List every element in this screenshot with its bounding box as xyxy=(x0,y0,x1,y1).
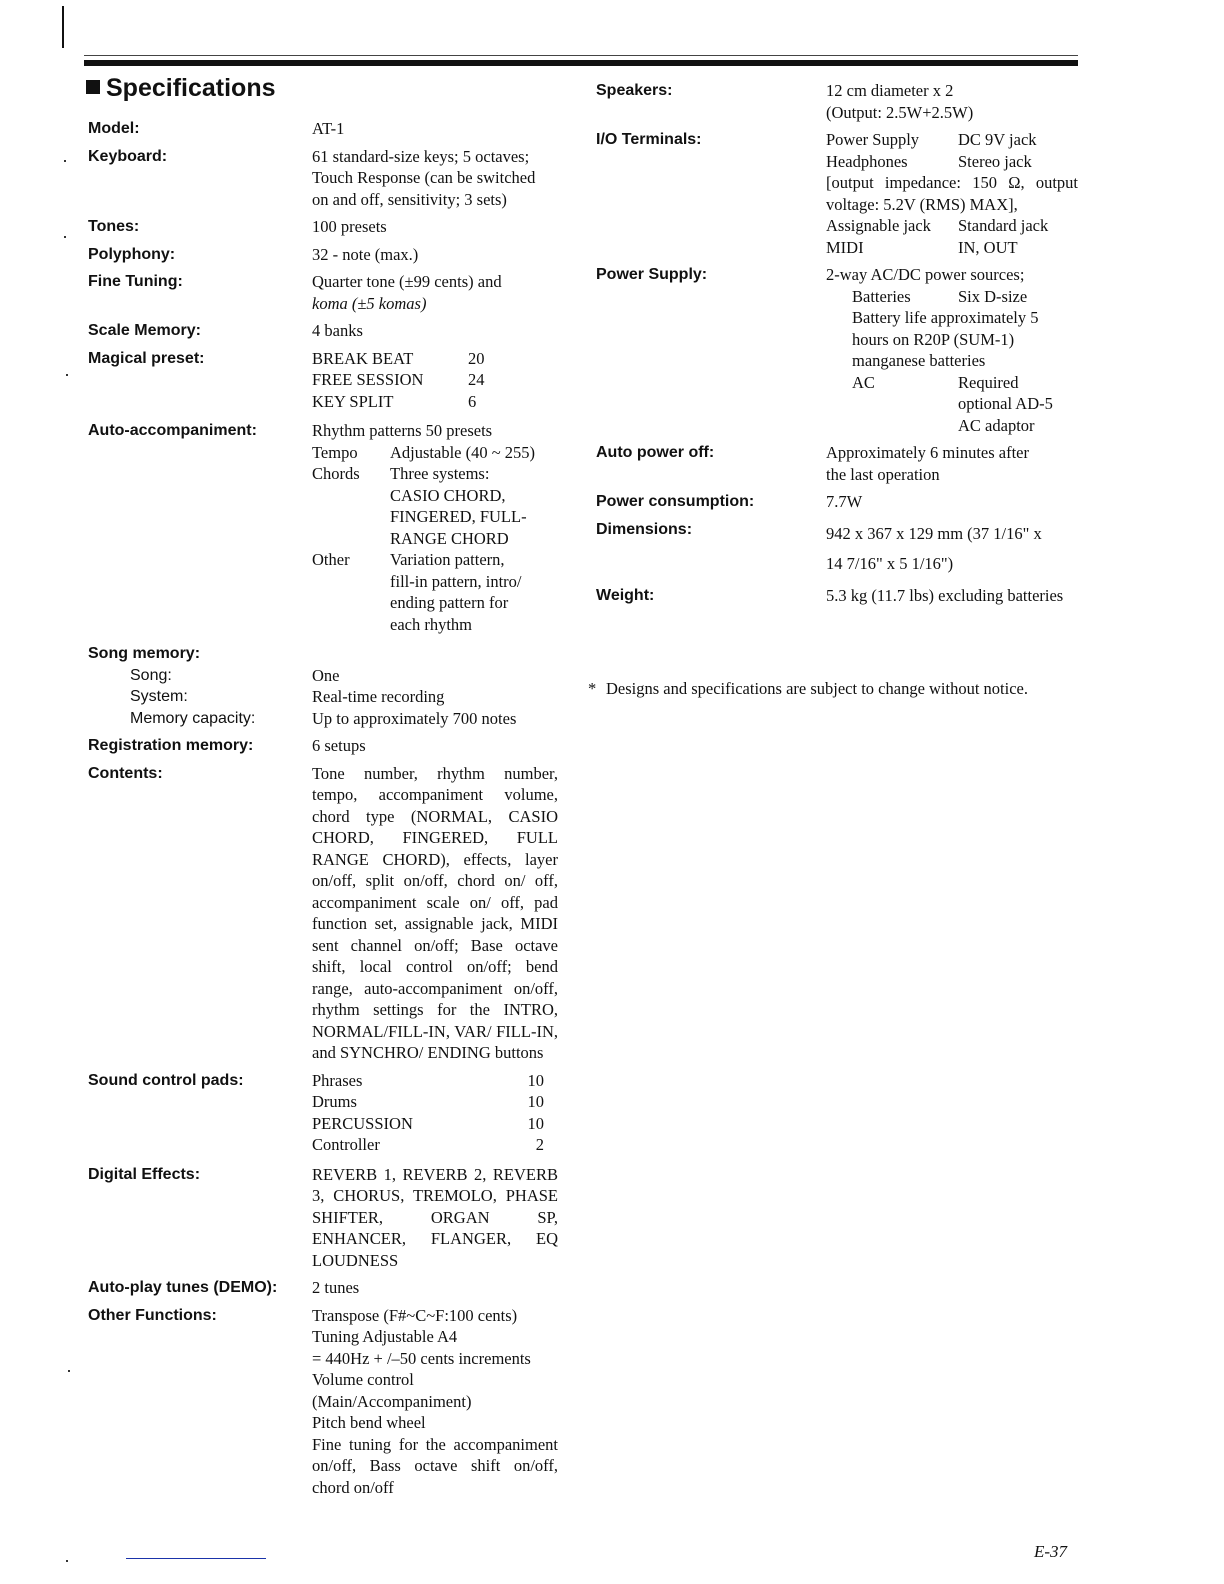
spec-other-functions xyxy=(88,1305,558,1499)
spec-value xyxy=(826,264,1078,436)
spec-value xyxy=(826,129,1078,258)
ps-line: hours on R20P (SUM-1) xyxy=(852,329,1015,349)
spec-value: AT-1 xyxy=(312,119,345,138)
scan-edge-mark xyxy=(62,6,64,48)
accomp-key: Chords xyxy=(312,464,360,483)
value-line: Transpose (F#~C~F:100 cents) xyxy=(312,1305,518,1325)
spec-io-terminals xyxy=(596,129,1078,258)
pad-count: 10 xyxy=(527,1070,544,1090)
spec-value xyxy=(826,519,1078,579)
value-line: 12 cm diameter x 2 xyxy=(826,81,954,100)
io-key: MIDI xyxy=(826,237,864,257)
spec-label: Song memory: xyxy=(88,645,201,662)
accomp-key: Other xyxy=(312,550,350,569)
pad-name: Controller xyxy=(312,1135,380,1154)
pad-row xyxy=(312,1113,544,1135)
io-row xyxy=(826,215,1078,237)
spec-label: Speakers: xyxy=(596,82,673,99)
spec-value xyxy=(312,1305,558,1499)
spec-song-memory xyxy=(88,643,558,665)
spec-label: Other Functions: xyxy=(88,1306,217,1324)
accomp-row xyxy=(312,549,558,635)
io-row xyxy=(826,237,1078,259)
preset-name: KEY SPLIT xyxy=(312,391,394,411)
song-sub-label: Memory capacity: xyxy=(130,709,256,727)
footnote-text: Designs and specifications are subject to change without notice. xyxy=(606,679,1028,698)
page-number: E-37 xyxy=(1034,1542,1068,1561)
spec-speakers xyxy=(596,80,1078,123)
preset-count: 6 xyxy=(468,391,477,411)
spec-scale-memory xyxy=(88,320,558,342)
spec-dimensions xyxy=(596,519,1078,579)
ps-key: Batteries xyxy=(852,286,911,306)
spec-label: Digital Effects: xyxy=(88,1165,201,1183)
ps-line: optional AD-5 xyxy=(958,394,1053,413)
spec-value: 100 presets xyxy=(312,217,387,236)
spec-value xyxy=(312,420,558,635)
io-value: Stereo jack xyxy=(958,151,1032,171)
spec-keyboard xyxy=(88,146,558,211)
value-line: 942 x 367 x 129 mm (37 1/16" x xyxy=(826,523,1042,543)
spec-power-consumption xyxy=(596,491,1078,513)
pad-name: Phrases xyxy=(312,1070,363,1090)
header-rule xyxy=(84,60,1078,66)
spec-power-supply xyxy=(596,264,1078,436)
spec-value: 7.7W xyxy=(826,492,863,511)
accomp-key: Tempo xyxy=(312,442,358,462)
value-line: = 440Hz + /–50 cents increments xyxy=(312,1348,531,1368)
value-line: 2-way AC/DC power sources; xyxy=(826,265,1025,284)
spec-value xyxy=(826,442,1078,485)
ps-line: AC adaptor xyxy=(958,415,1035,435)
value-line: (Main/Accompaniment) xyxy=(312,1391,472,1411)
spec-value: 5.3 kg (11.7 lbs) excluding batteries xyxy=(826,585,1064,605)
value-line: Touch Response (can be switched xyxy=(312,168,536,187)
preset-count: 20 xyxy=(468,348,485,368)
bullet-square-icon xyxy=(86,80,100,94)
scan-dot xyxy=(64,236,66,238)
song-sub-label: System: xyxy=(130,688,188,705)
value-line: 61 standard-size keys; 5 octaves; xyxy=(312,146,530,166)
ps-line: Required xyxy=(958,372,1019,392)
scan-dot xyxy=(66,1560,68,1562)
value-line: 14 7/16" x 5 1/16") xyxy=(826,553,954,573)
spec-value: REVERB 1, REVERB 2, REVERB 3, CHORUS, TREMOLO, PHASE SHIFTER, ORGAN SP, ENHANCER, FLANGER, EQ LOUDNESS xyxy=(312,1164,558,1270)
page-title xyxy=(86,74,276,103)
spec-label: Registration memory: xyxy=(88,737,254,754)
accomp-line: Adjustable (40 ~ 255) xyxy=(390,442,536,462)
ps-line: manganese batteries xyxy=(852,351,986,370)
spec-label: Sound control pads: xyxy=(88,1071,244,1089)
value-line: Rhythm patterns 50 presets xyxy=(312,421,493,440)
spec-label: I/O Terminals: xyxy=(596,131,702,148)
spec-label: Scale Memory: xyxy=(88,322,201,339)
io-impedance: [output impedance: 150 Ω, output voltage: 5.2V (RMS) MAX], xyxy=(826,173,1078,214)
accomp-line: CASIO CHORD, xyxy=(390,485,506,505)
spec-label: Power Supply: xyxy=(596,266,708,283)
io-row xyxy=(826,151,1078,173)
accomp-line: fill-in pattern, intro/ xyxy=(390,571,522,591)
spec-label: Auto-play tunes (DEMO): xyxy=(88,1279,278,1296)
preset-row xyxy=(312,348,558,370)
footnote-asterisk: * xyxy=(588,679,597,698)
spec-contents xyxy=(88,763,558,1064)
ps-row xyxy=(852,286,1078,308)
accomp-line: each rhythm xyxy=(390,614,473,634)
ps-row xyxy=(852,372,1078,437)
value-line: koma (±5 komas) xyxy=(312,293,427,313)
io-key: Headphones xyxy=(826,151,908,171)
spec-label: Dimensions: xyxy=(596,520,693,538)
spec-label: Auto-accompaniment: xyxy=(88,422,257,439)
pad-row xyxy=(312,1134,544,1156)
preset-name: BREAK BEAT xyxy=(312,348,414,368)
ps-value: Six D-size xyxy=(958,286,1028,306)
accomp-line: RANGE CHORD xyxy=(390,528,509,548)
bottom-rule xyxy=(126,1558,266,1559)
preset-row xyxy=(312,369,558,391)
spec-value xyxy=(312,1070,558,1156)
value-line: Pitch bend wheel xyxy=(312,1413,426,1432)
preset-name: FREE SESSION xyxy=(312,370,424,389)
scan-dot xyxy=(64,160,66,162)
spec-value: 2 tunes xyxy=(312,1278,360,1297)
spec-value: Tone number, rhythm number, tempo, accompaniment volume, chord type (NORMAL, CASIO CHORD, FINGERED, FULL RANGE CHORD), effects, layer on/off, split on/off, chord on/ off, accompaniment scale on/ off, pad function set, assignable jack, MIDI sent channel on/off; Base octave shift, local control on/off; bend range, auto-accompaniment on/off, rhythm settings for the INTRO, NORMAL/FILL-IN, VAR/ FILL-IN, and SYNCHRO/ ENDING buttons xyxy=(312,763,558,1062)
io-key: Assignable jack xyxy=(826,216,931,235)
header-thin-rule xyxy=(84,55,1078,56)
io-value: IN, OUT xyxy=(958,237,1018,257)
accomp-line: FINGERED, FULL- xyxy=(390,507,527,526)
spec-label: Contents: xyxy=(88,764,163,782)
accomp-line: Variation pattern, xyxy=(390,550,505,569)
left-spec-column xyxy=(88,112,558,1498)
accomp-row xyxy=(312,463,558,549)
pad-row xyxy=(312,1070,544,1092)
spec-label: Model: xyxy=(88,120,140,137)
spec-auto-accompaniment xyxy=(88,420,558,635)
spec-model xyxy=(88,118,558,140)
spec-label: Fine Tuning: xyxy=(88,273,183,290)
spec-weight xyxy=(596,585,1078,607)
pad-count: 10 xyxy=(527,1113,544,1133)
pad-row xyxy=(312,1091,544,1113)
spec-label: Tones: xyxy=(88,218,140,235)
value-paragraph: Fine tuning for the accompaniment on/off, Bass octave shift on/off, chord on/off xyxy=(312,1434,558,1497)
spec-value: 4 banks xyxy=(312,321,363,340)
preset-count: 24 xyxy=(468,370,485,389)
song-row xyxy=(88,665,558,687)
value-line: the last operation xyxy=(826,464,940,484)
preset-row xyxy=(312,391,558,413)
spec-value xyxy=(312,271,558,314)
io-value: DC 9V jack xyxy=(958,130,1037,149)
spec-digital-effects xyxy=(88,1164,558,1272)
spec-polyphony xyxy=(88,244,558,266)
spec-fine-tuning xyxy=(88,271,558,314)
spec-registration-memory xyxy=(88,735,558,757)
io-key: Power Supply xyxy=(826,130,920,149)
spec-tones xyxy=(88,216,558,238)
io-row xyxy=(826,129,1078,151)
ps-key: AC xyxy=(852,372,875,392)
value-line: Approximately 6 minutes after xyxy=(826,443,1029,462)
spec-auto-play-tunes xyxy=(88,1277,558,1299)
pad-count: 10 xyxy=(527,1092,544,1111)
scan-dot xyxy=(68,1370,70,1372)
spec-sound-control-pads xyxy=(88,1070,558,1156)
spec-value xyxy=(312,348,558,413)
spec-magical-preset xyxy=(88,348,558,413)
spec-value: 6 setups xyxy=(312,736,366,755)
spec-auto-power-off xyxy=(596,442,1078,485)
right-spec-column xyxy=(596,74,1078,606)
pad-name: PERCUSSION xyxy=(312,1113,413,1133)
song-row xyxy=(88,708,558,730)
spec-label: Keyboard: xyxy=(88,147,168,165)
song-row xyxy=(88,686,558,708)
page-title-text: Specifications xyxy=(106,74,276,102)
song-sub-value: Real-time recording xyxy=(312,687,445,706)
value-line: (Output: 2.5W+2.5W) xyxy=(826,102,974,122)
scan-dot xyxy=(66,374,68,376)
value-line: on and off, sensitivity; 3 sets) xyxy=(312,189,507,209)
io-value: Standard jack xyxy=(958,216,1049,235)
song-sub-value: One xyxy=(312,665,340,685)
spec-label: Polyphony: xyxy=(88,245,176,263)
spec-label: Auto power off: xyxy=(596,444,715,461)
spec-label: Magical preset: xyxy=(88,349,205,367)
spec-value: 32 - note (max.) xyxy=(312,244,419,264)
spec-value xyxy=(312,146,558,211)
song-sub-value: Up to approximately 700 notes xyxy=(312,708,517,728)
spec-label: Weight: xyxy=(596,586,655,604)
accomp-line: Three systems: xyxy=(390,464,490,483)
value-line: Volume control xyxy=(312,1370,414,1389)
accomp-line: ending pattern for xyxy=(390,593,509,612)
footnote xyxy=(588,678,1078,700)
pad-count: 2 xyxy=(535,1135,544,1154)
spec-label: Power consumption: xyxy=(596,493,755,510)
accomp-row xyxy=(312,442,558,464)
value-line: Quarter tone (±99 cents) and xyxy=(312,272,502,291)
spec-value xyxy=(826,80,1078,123)
ps-line: Battery life approximately 5 xyxy=(852,308,1039,327)
value-line: Tuning Adjustable A4 xyxy=(312,1327,458,1346)
song-sub-label: Song: xyxy=(130,666,172,684)
pad-name: Drums xyxy=(312,1092,357,1111)
